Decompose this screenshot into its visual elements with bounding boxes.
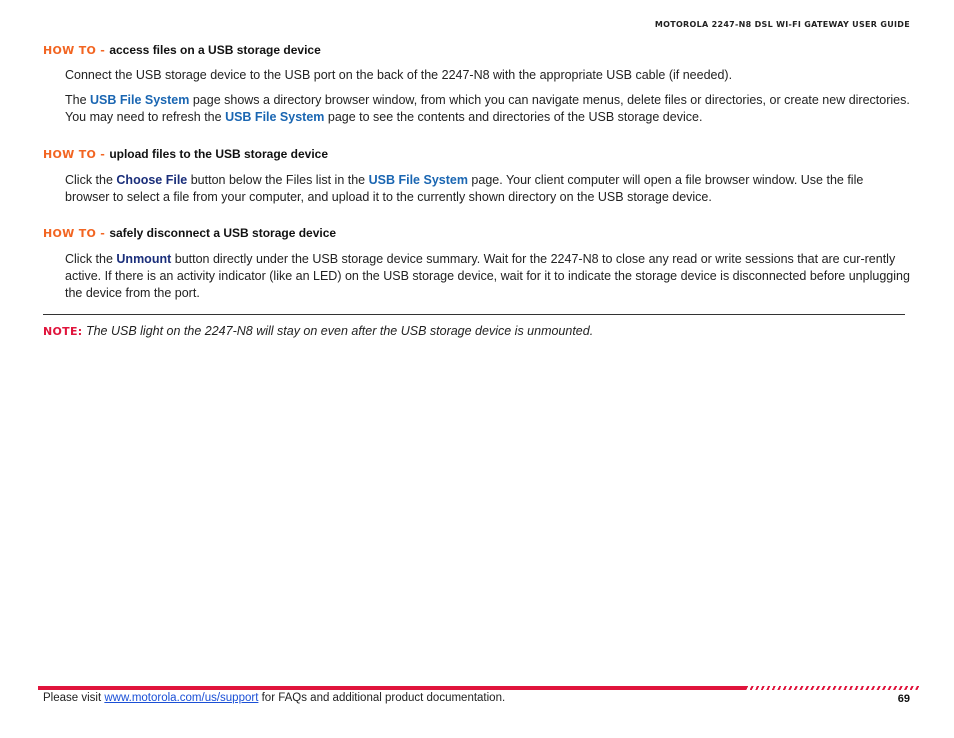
section-heading	[43, 224, 911, 243]
paragraph: Connect the USB storage device to the USB port on the back of the 2247-N8 with the appropriate USB cable (if needed).	[65, 68, 733, 82]
text: Click the	[65, 252, 117, 266]
text: page shows a directory browser window, from which you can navigate menus, delete files or directories, or create new directories. You may need to refresh the	[65, 93, 910, 124]
paragraph	[43, 92, 911, 126]
heading-text: upload files to the USB storage device	[109, 147, 329, 161]
ui-label-usb-file-system: USB File System	[368, 173, 468, 187]
footer-hatch	[746, 686, 920, 690]
note-label: NOTE:	[43, 325, 83, 338]
paragraph	[43, 172, 911, 206]
ui-label-usb-file-system: USB File System	[90, 93, 190, 107]
section-access	[43, 41, 911, 59]
footer-prefix: Please visit	[43, 692, 105, 704]
heading-text: access files on a USB storage device	[109, 43, 321, 57]
howto-tag: HOW TO -	[43, 44, 110, 57]
text: page to see the contents and directories of the USB storage device.	[324, 110, 703, 124]
note	[43, 322, 593, 341]
text: page. Your client computer will open a file browser window. Use the file browser to select a file from your computer, and upload it to the currently shown directory on the USB storage device.	[65, 173, 864, 204]
page-number: 69	[897, 693, 910, 705]
footer-bar	[38, 686, 746, 690]
paragraph	[43, 251, 911, 302]
footer-text	[43, 692, 505, 704]
note-text: The USB light on the 2247-N8 will stay on even after the USB storage device is unmounted.	[82, 324, 594, 338]
ui-label-usb-file-system: USB File System	[225, 110, 325, 124]
running-header: MOTOROLA 2247-N8 DSL WI-FI GATEWAY USER GUIDE	[654, 20, 910, 29]
howto-tag: HOW TO -	[43, 148, 110, 161]
text: The	[65, 93, 91, 107]
heading-text: safely disconnect a USB storage device	[109, 226, 337, 240]
howto-tag: HOW TO -	[43, 227, 110, 240]
footer-suffix: for FAQs and additional product documentation.	[258, 692, 506, 704]
ui-label-choose-file: Choose File	[116, 173, 188, 187]
main-content	[43, 40, 911, 302]
section-heading	[43, 41, 911, 60]
ui-label-unmount: Unmount	[116, 252, 172, 266]
text: button below the Files list in the	[187, 173, 369, 187]
text: button directly under the USB storage device summary. Wait for the 2247-N8 to close any read or write sessions that are cur-rently active. If there is an activity indicator (like an LED) on the USB storage device, wait for it to indicate the storage device is disconnected before unplugging the device from the port.	[65, 252, 910, 300]
section-heading	[43, 145, 911, 164]
text: Click the	[65, 173, 117, 187]
support-link[interactable]: www.motorola.com/us/support	[104, 692, 259, 704]
divider	[43, 314, 905, 315]
